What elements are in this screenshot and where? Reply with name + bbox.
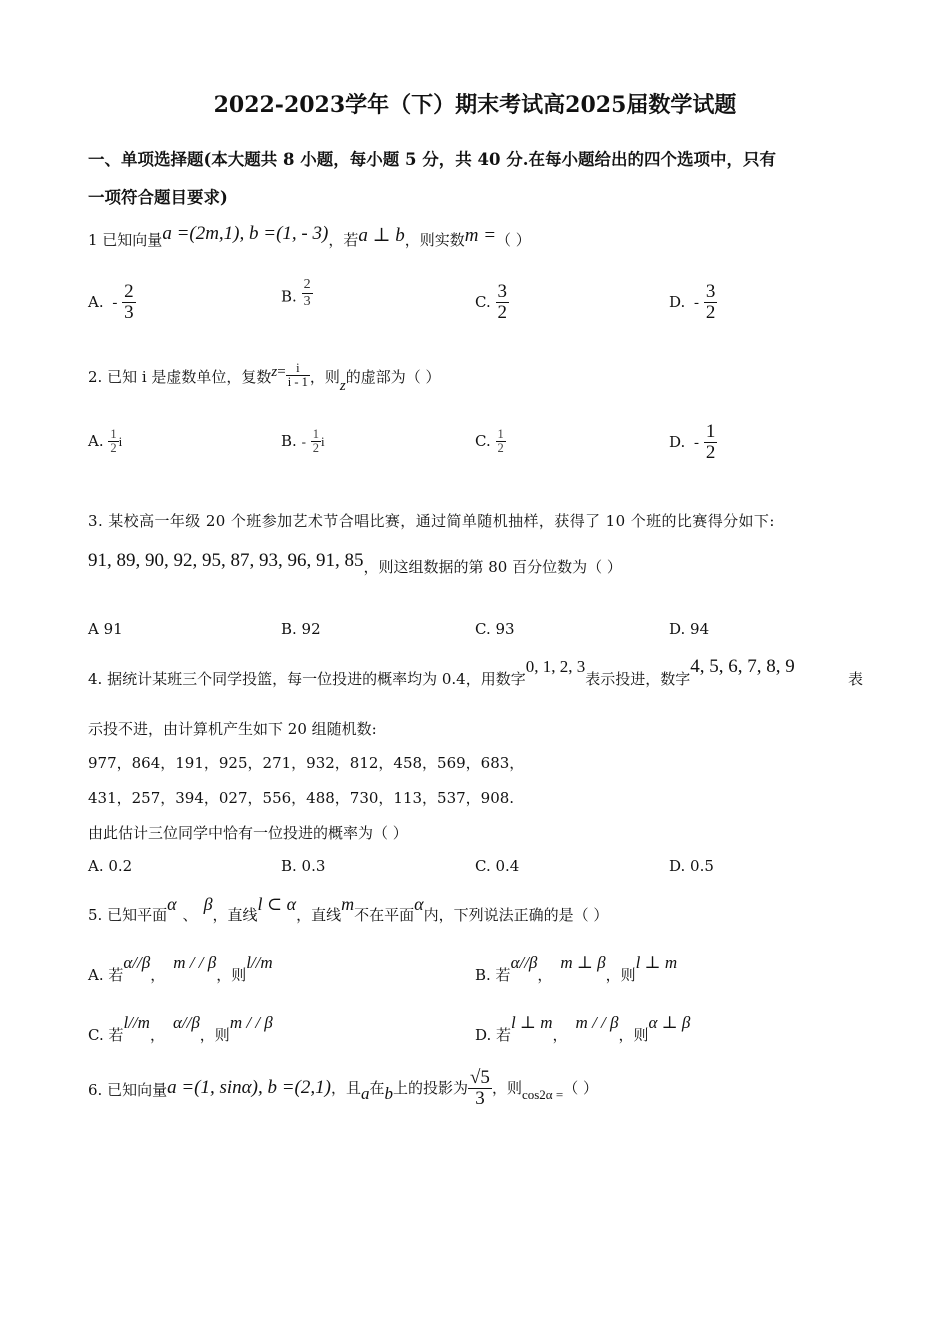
option-then: ，则: [605, 966, 636, 984]
option-label: A.: [88, 292, 104, 311]
section-heading-line2: 一项符合题目要求): [88, 188, 228, 207]
q5-t1: ，直线: [212, 906, 258, 924]
q1-ask-expr: m =: [464, 225, 497, 246]
q2-prefix: 2. 已知 i 是虚数单位，复数: [88, 367, 272, 386]
q2-mid: ，则: [309, 367, 340, 386]
option-cond-1: l ⊥ m: [511, 1013, 553, 1032]
q4-line1: [88, 656, 795, 688]
q6-t3: 上的投影为: [392, 1078, 468, 1097]
q5-prefix: 5. 已知平面: [88, 906, 168, 924]
option-sign: -: [112, 294, 118, 311]
q5-m: m: [341, 894, 355, 914]
option-cond-1: l//m: [123, 1013, 150, 1032]
q5-t3: 不在平面: [354, 906, 415, 924]
q6-prefix: 6. 已知向量: [88, 1080, 168, 1099]
option-fraction: $\frac{1}{2}$: [110, 427, 117, 456]
q1-option-d[interactable]: [669, 282, 717, 324]
option-cond-2: m / / β: [575, 1013, 619, 1032]
option-cond-2: m ⊥ β: [560, 953, 606, 972]
option-cond-2: α//β: [172, 1013, 200, 1032]
q2-option-b[interactable]: [281, 428, 325, 456]
q6-ask: cos2α =: [521, 1086, 564, 1102]
q5-sep: 、: [182, 906, 198, 924]
q3-line2: [88, 550, 622, 578]
q1-option-b[interactable]: [281, 277, 313, 313]
q5-alpha: α: [167, 894, 177, 914]
q2-eq: =: [277, 363, 286, 380]
q3-option-b[interactable]: B. 92: [281, 620, 321, 638]
option-label: C.: [475, 292, 491, 311]
q4-line5: 由此估计三位同学中恰有一位投进的概率为（ ）: [88, 824, 408, 842]
q1-prefix: 1 已知向量: [88, 231, 163, 249]
q2-fraction: $\frac{i}{i - 1}$: [287, 361, 308, 390]
q6-a: a: [360, 1083, 370, 1103]
q4-option-c[interactable]: C. 0.4: [475, 857, 520, 875]
q2-z: z: [271, 363, 278, 380]
option-then: ，则: [216, 966, 247, 984]
q2-option-d[interactable]: [669, 422, 717, 464]
q4-option-a[interactable]: A. 0.2: [88, 857, 133, 875]
q4-digits-out: 4, 5, 6, 7, 8, 9: [690, 656, 795, 677]
q2-suffix: 的虚部为（ ）: [345, 367, 441, 386]
option-label: B.: [281, 287, 297, 306]
option-imag-unit: i: [118, 433, 123, 449]
question-6: [88, 1068, 598, 1110]
q5-option-b[interactable]: [475, 952, 678, 984]
q5-line-cond: l ⊂ α: [257, 894, 297, 914]
page-title: 2022-2023学年（下）期末考试高2025届数学试题: [213, 92, 737, 118]
q3-option-d[interactable]: D. 94: [669, 620, 710, 638]
q6-t4: ，则: [491, 1078, 522, 1097]
q3-data: 91, 89, 90, 92, 95, 87, 93, 96, 91, 85: [88, 550, 364, 571]
q2-option-a[interactable]: [88, 428, 122, 456]
q5-option-c[interactable]: [88, 1012, 273, 1044]
q6-b: b: [384, 1083, 393, 1103]
q5-option-d[interactable]: [475, 1012, 691, 1044]
option-comma: ，: [552, 1026, 568, 1044]
q5-t4: 内，下列说法正确的是（ ）: [423, 906, 609, 924]
option-label: C. 若: [88, 1026, 124, 1044]
q5-t2: ，直线: [296, 906, 342, 924]
option-sign: -: [694, 294, 700, 311]
option-fraction: $\frac{1}{2}$: [705, 421, 716, 463]
option-result: m / / β: [229, 1013, 273, 1032]
option-fraction: $\frac{1}{2}$: [497, 427, 504, 456]
section-heading-line1: 一、单项选择题(本大题共 8 小题，每小题 5 分，共 40 分.在每小题给出的四个选项中，只有: [88, 150, 776, 169]
option-then: ，则: [199, 1026, 230, 1044]
q3-option-a[interactable]: A 91: [88, 620, 123, 638]
question-2: [88, 361, 441, 394]
question-5: [88, 894, 609, 924]
q5-beta: β: [203, 894, 213, 914]
option-fraction: $\frac{2}{3}$: [124, 281, 134, 323]
q1-paren: （ ）: [496, 231, 531, 249]
q3-option-c[interactable]: C. 93: [475, 620, 515, 638]
option-sign: -: [301, 433, 306, 449]
option-result: l//m: [246, 953, 273, 972]
option-cond-1: α//β: [510, 953, 538, 972]
q3-suffix: ，则这组数据的第 80 百分位数为（ ）: [363, 558, 622, 576]
option-label: A. 若: [88, 966, 124, 984]
q1-option-a[interactable]: [88, 282, 136, 324]
q4-prefix: 4. 据统计某班三个同学投篮，每一位投进的概率均为 0.4，用数字: [88, 670, 526, 688]
q2-option-c[interactable]: [475, 428, 506, 456]
option-sign: -: [694, 434, 700, 451]
q1-cond-expr: a ⊥ b: [358, 225, 405, 246]
option-then: ，则: [618, 1026, 649, 1044]
q1-cond-text: ，若: [328, 231, 359, 249]
q6-t2: 在: [369, 1078, 385, 1097]
option-label: A.: [88, 431, 104, 450]
q5-option-a[interactable]: [88, 952, 273, 984]
option-result: α ⊥ β: [648, 1013, 691, 1032]
q6-fraction: $\frac{√5}{3}$: [470, 1067, 490, 1109]
q1-option-c[interactable]: [475, 282, 509, 324]
q4-option-b[interactable]: B. 0.3: [281, 857, 326, 875]
q2-z2: z: [339, 377, 346, 394]
q3-line1: 3. 某校高一年级 20 个班参加艺术节合唱比赛，通过简单随机抽样，获得了 10 个班的比赛得分如下:: [88, 512, 775, 530]
option-cond-1: α//β: [123, 953, 151, 972]
q4-digits-in: 0, 1, 2, 3: [525, 657, 586, 676]
q6-vectors: a =(1, sinα), b =(2,1): [167, 1076, 331, 1098]
q4-random-row-2: 431，257，394，027，556，488，730，113，537，908.: [88, 789, 515, 807]
option-label: B. 若: [475, 966, 511, 984]
option-cond-2: m / / β: [173, 953, 217, 972]
q6-paren: （ ）: [563, 1078, 598, 1097]
q4-option-d[interactable]: D. 0.5: [669, 857, 714, 875]
option-fraction: $\frac{3}{2}$: [705, 281, 716, 323]
question-1: [88, 223, 531, 251]
q4-random-row-1: 977，864，191，925，271，932，812，458，569，683，: [88, 754, 525, 772]
q6-t1: ，且: [330, 1078, 361, 1097]
q1-ask-text: ，则实数: [404, 231, 465, 249]
option-fraction: $\frac{1}{2}$: [312, 427, 319, 456]
option-fraction: $\frac{3}{2}$: [497, 281, 507, 323]
option-comma: ，: [149, 1026, 165, 1044]
option-comma: ，: [150, 966, 166, 984]
option-fraction: $\frac{2}{3}$: [303, 277, 311, 309]
option-label: D.: [669, 292, 686, 311]
q5-alpha2: α: [414, 894, 424, 914]
option-label: D. 若: [475, 1026, 512, 1044]
q1-vectors: a =(2m,1), b =(1, - 3): [162, 223, 329, 244]
option-result: l ⊥ m: [635, 953, 678, 972]
option-comma: ，: [537, 966, 553, 984]
option-imag-unit: i: [320, 433, 325, 449]
q4-line1-end: 表: [848, 670, 864, 688]
q4-mid: 表示投进，数字: [585, 670, 691, 688]
option-label: C.: [475, 431, 491, 450]
option-label: D.: [669, 432, 686, 451]
option-label: B.: [281, 431, 297, 450]
q4-line2: 示投不进，由计算机产生如下 20 组随机数:: [88, 720, 377, 738]
